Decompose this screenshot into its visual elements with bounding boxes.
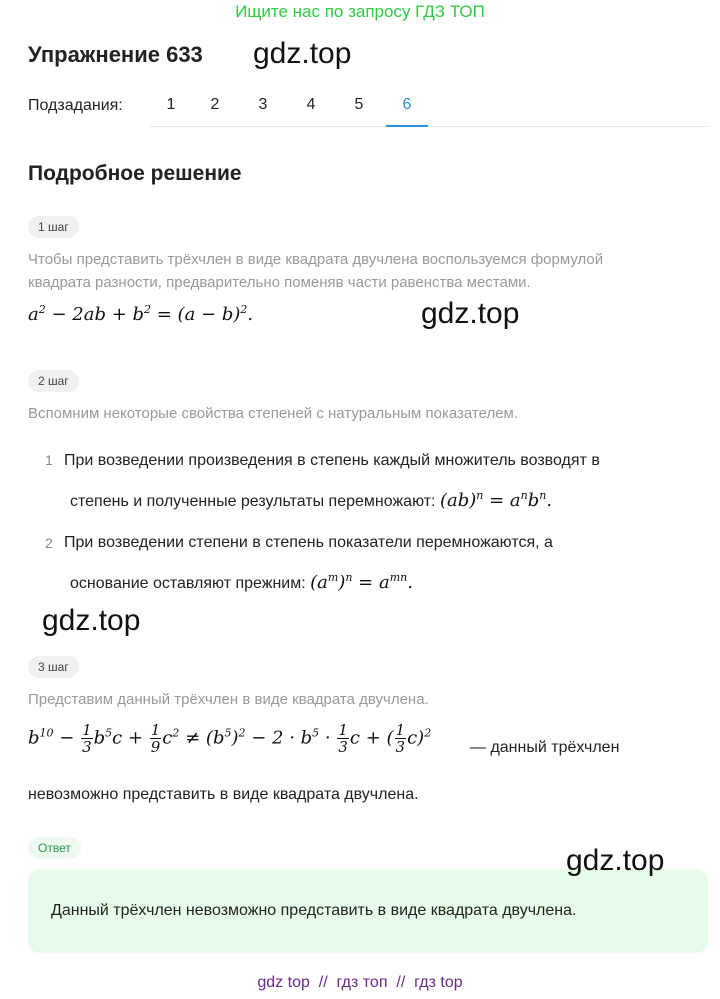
property-2-line2: основание оставляют прежним: $(a^m)^n = a^{mn}$. bbox=[70, 571, 413, 593]
watermark: gdz.top bbox=[421, 297, 520, 330]
subtasks-tabs bbox=[150, 86, 708, 127]
subtask-tab-4[interactable]: 4 bbox=[306, 96, 316, 113]
property-1-line2: степень и полученные результаты перемножают: $(ab)^n = a^nb^n$. bbox=[70, 489, 553, 511]
footer-links[interactable]: gdz top // гдз топ // гдз top bbox=[257, 974, 463, 991]
property-2-formula: $(a^m)^n = a^{mn}$. bbox=[310, 571, 413, 593]
property-2-line1: При возведении степени в степень показатели перемножаются, а bbox=[64, 534, 553, 551]
step-3-badge: 3 шаг bbox=[28, 656, 79, 678]
subtask-tab-3[interactable]: 3 bbox=[258, 96, 268, 113]
step-1-formula: $a^2 - 2ab + b^2 = (a - b)^2$. bbox=[28, 303, 254, 325]
subtask-tab-1[interactable]: 1 bbox=[166, 96, 176, 113]
property-1-line1: При возведении произведения в степень каждый множитель возводят в bbox=[64, 452, 600, 469]
step-3-text: Представим данный трёхчлен в виде квадрата двучлена. bbox=[28, 691, 429, 708]
subtask-tab-2[interactable]: 2 bbox=[210, 96, 220, 113]
list-number: 2 bbox=[45, 535, 53, 551]
subtask-tab-5[interactable]: 5 bbox=[354, 96, 364, 113]
watermark: gdz.top bbox=[253, 37, 352, 70]
step-3-formula: $b^{10}$ − $\frac{1}{3}$ $b^5c$ + $\frac{1}{9}$ $c^2 \ne (b^5)^2 - 2 \cdot b^5$ · $\frac{1}{3}$ c + ( $\frac{1}{3}$ c)$^2$ bbox=[28, 721, 432, 756]
step-2-text: Вспомним некоторые свойства степеней с натуральным показателем. bbox=[28, 405, 519, 422]
answer-badge: Ответ bbox=[28, 837, 81, 859]
watermark: gdz.top bbox=[42, 604, 141, 637]
list-number: 1 bbox=[45, 452, 53, 468]
step-1-text: Чтобы представить трёхчлен в виде квадрата двучлена воспользуемся формулой квадрата разности, предварительно поменяв части равенства местами. bbox=[28, 251, 604, 291]
answer-text: Данный трёхчлен невозможно представить в виде квадрата двучлена. bbox=[51, 902, 577, 919]
step-1-badge: 1 шаг bbox=[28, 216, 79, 238]
property-1-formula: $(ab)^n = a^nb^n$. bbox=[439, 489, 553, 511]
subtasks-label: Подзадания: bbox=[28, 97, 123, 114]
top-banner[interactable]: Ищите нас по запросу ГДЗ ТОП bbox=[235, 2, 485, 21]
exercise-title: Упражнение 633 bbox=[28, 42, 203, 67]
step-3-tail: — данный трёхчлен bbox=[470, 739, 620, 756]
subtask-tab-6[interactable]: 6 bbox=[386, 86, 428, 127]
step-2-badge: 2 шаг bbox=[28, 370, 79, 392]
step-3-line2: невозможно представить в виде квадрата двучлена. bbox=[28, 786, 419, 803]
solution-heading: Подробное решение bbox=[28, 162, 242, 185]
watermark: gdz.top bbox=[566, 844, 665, 877]
